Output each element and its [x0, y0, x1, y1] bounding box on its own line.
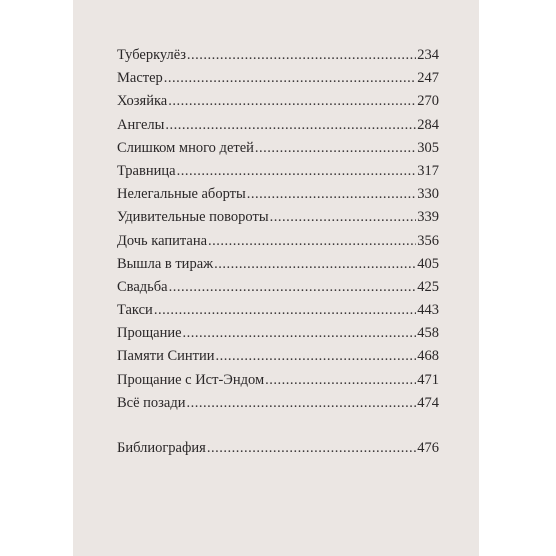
toc-entry-captains-daughter — [117, 230, 439, 253]
toc-entry-title: Нелегальные аборты — [117, 186, 246, 203]
toc-entry-master — [117, 67, 439, 90]
toc-entry-tuberculosis — [117, 44, 439, 67]
toc-dot-leader — [164, 67, 416, 90]
toc-entry-page: 458 — [417, 325, 439, 342]
toc-entry-angels — [117, 114, 439, 137]
toc-entry-page: 476 — [417, 440, 439, 456]
toc-dot-leader — [177, 160, 417, 183]
toc-entry-too-many-children — [117, 137, 439, 160]
toc-entry-title: Слишком много детей — [117, 139, 254, 156]
toc-entry-page: 339 — [417, 209, 439, 226]
toc-entry-title: Всё позади — [117, 394, 186, 411]
toc-entry-page: 405 — [417, 255, 439, 272]
toc-entry-page: 468 — [417, 348, 439, 365]
toc-entry-page: 270 — [417, 93, 439, 110]
table-of-contents-appendix — [117, 437, 439, 460]
toc-dot-leader — [265, 369, 416, 392]
toc-entry-page: 425 — [417, 278, 439, 295]
toc-entry-page: 471 — [417, 371, 439, 388]
toc-entry-title: Свадьба — [117, 278, 168, 295]
toc-entry-memory-of-cynthia — [117, 345, 439, 368]
toc-dot-leader — [169, 276, 417, 299]
toc-entry-page: 234 — [417, 47, 439, 63]
toc-dot-leader — [207, 437, 416, 460]
toc-entry-title: Памяти Синтии — [117, 348, 215, 365]
toc-dot-leader — [214, 253, 416, 276]
toc-entry-title: Библиография — [117, 440, 206, 456]
toc-entry-title: Удивительные повороты — [117, 209, 269, 226]
toc-dot-leader — [255, 137, 416, 160]
toc-entry-taxi — [117, 299, 439, 322]
toc-dot-leader — [270, 206, 417, 229]
toc-dot-leader — [186, 392, 416, 415]
toc-dot-leader — [187, 44, 416, 67]
toc-dot-leader — [216, 345, 417, 368]
toc-entry-wedding — [117, 276, 439, 299]
toc-entry-farewell-east-end — [117, 369, 439, 392]
toc-entry-illegal-abortions — [117, 183, 439, 206]
toc-entry-bibliography — [117, 437, 439, 460]
toc-entry-page: 330 — [417, 186, 439, 203]
toc-entry-surprising-turns — [117, 206, 439, 229]
toc-entry-page: 317 — [417, 162, 439, 179]
toc-entry-title: Прощание — [117, 325, 182, 342]
toc-dot-leader — [165, 114, 416, 137]
toc-dot-leader — [168, 90, 416, 113]
toc-dot-leader — [208, 230, 416, 253]
toc-entry-page: 284 — [417, 116, 439, 133]
toc-entry-page: 247 — [417, 70, 439, 87]
toc-entry-title: Хозяйка — [117, 93, 168, 110]
toc-entry-title: Дочь капитана — [117, 232, 208, 249]
toc-dot-leader — [183, 322, 417, 345]
toc-dot-leader — [154, 299, 416, 322]
book-page — [73, 0, 479, 556]
toc-entry-landlady — [117, 90, 439, 113]
toc-entry-page: 305 — [417, 139, 439, 156]
toc-entry-title: Туберкулёз — [117, 47, 186, 63]
table-of-contents — [117, 44, 439, 415]
toc-dot-leader — [247, 183, 417, 206]
toc-entry-title: Вышла в тираж — [117, 255, 214, 272]
toc-entry-title: Такси — [117, 302, 153, 319]
toc-entry-title: Травница — [117, 162, 176, 179]
toc-entry-title: Ангелы — [117, 116, 165, 133]
toc-entry-out-of-print — [117, 253, 439, 276]
toc-entry-farewell — [117, 322, 439, 345]
toc-entry-title: Мастер — [117, 70, 163, 87]
toc-entry-page: 474 — [417, 394, 439, 411]
toc-entry-herbalist — [117, 160, 439, 183]
toc-entry-all-behind — [117, 392, 439, 415]
toc-entry-page: 443 — [417, 302, 439, 319]
toc-entry-page: 356 — [417, 232, 439, 249]
toc-entry-title: Прощание с Ист-Эндом — [117, 371, 265, 388]
